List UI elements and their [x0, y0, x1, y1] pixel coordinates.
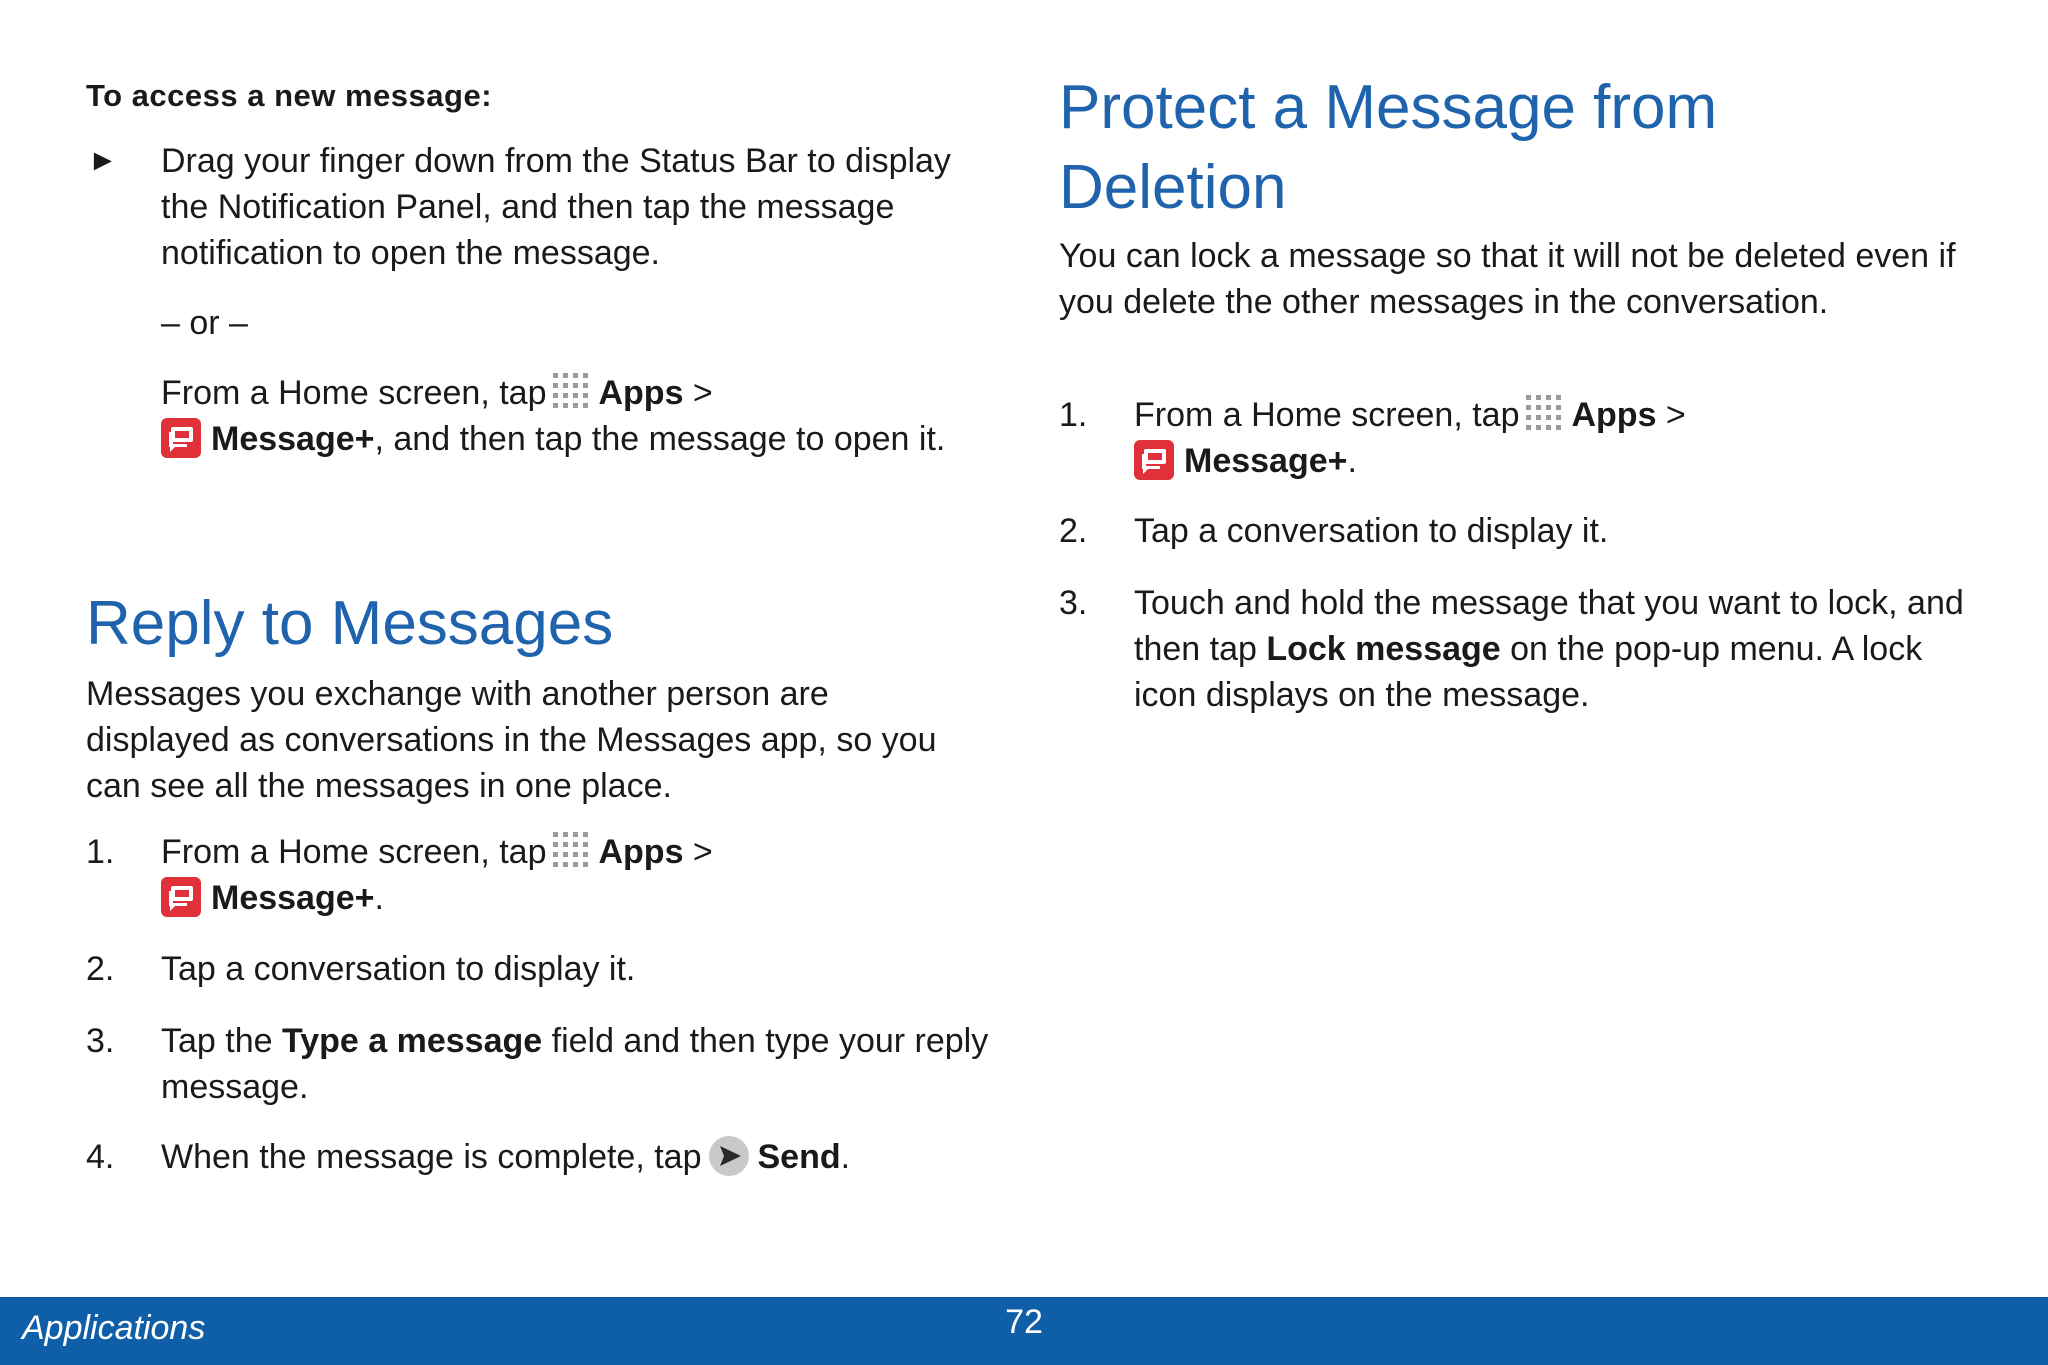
reply-step-2: Tap a conversation to display it.	[161, 950, 636, 988]
page-number: 72	[1005, 1303, 1043, 1341]
apps-grid-icon	[1523, 392, 1565, 434]
protect-step-1-post: .	[1347, 442, 1357, 480]
message-plus-icon	[161, 877, 201, 917]
reply-step-1-post: .	[374, 879, 384, 917]
message-label: Message+	[211, 420, 375, 458]
bullet-arrow-icon: ►	[88, 144, 118, 177]
protect-step-2: Tap a conversation to display it.	[1134, 512, 1609, 550]
reply-step-3	[161, 1018, 991, 1110]
reply-step-2-number: 2.	[86, 950, 115, 988]
protect-heading-line-2: Deletion	[1059, 153, 1287, 222]
protect-step-3-pre: Touch and hold the message that you want to lock, and then tap	[1134, 584, 1964, 668]
protect-intro: You can lock a message so that it will not be deleted even if you delete the other messages in the conversation.	[1059, 237, 1956, 321]
footer-bar	[0, 1297, 2048, 1365]
alt-instruction	[161, 370, 951, 462]
message-plus-icon	[161, 418, 201, 458]
protect-step-1-number: 1.	[1059, 396, 1088, 434]
protect-step-2-number: 2.	[1059, 512, 1088, 550]
protect-heading-line-1: Protect a Message from	[1059, 73, 1718, 142]
apps-label: Apps	[598, 833, 684, 871]
reply-step-4-pre: When the message is complete, tap	[161, 1138, 702, 1176]
bullet-text: Drag your finger down from the Status Bar to display the Notification Panel, and then tap the message notification to open the message.	[161, 142, 951, 272]
alt-post: , and then tap the message to open it.	[374, 420, 946, 458]
lock-message-label: Lock message	[1266, 630, 1501, 668]
alt-pre: From a Home screen, tap	[161, 374, 547, 412]
gt-symbol: >	[683, 833, 713, 871]
type-a-message-label: Type a message	[281, 1022, 543, 1060]
apps-grid-icon	[550, 829, 592, 871]
protect-step-3-number: 3.	[1059, 584, 1088, 622]
reply-step-4-post: .	[840, 1138, 851, 1176]
reply-step-1-number: 1.	[86, 833, 115, 871]
reply-step-3-post: field and then type your reply message.	[161, 1022, 989, 1106]
apps-label: Apps	[598, 374, 684, 412]
reply-step-1	[161, 829, 961, 921]
footer-section-title: Applications	[22, 1309, 206, 1347]
protect-step-1	[1134, 392, 1954, 484]
message-plus-icon	[1134, 440, 1174, 480]
reply-step-1-pre: From a Home screen, tap	[161, 833, 547, 871]
message-label: Message+	[211, 879, 375, 917]
reply-intro: Messages you exchange with another person are displayed as conversations in the Messages app, so you can see all the messages in one place.	[86, 675, 937, 805]
reply-step-3-number: 3.	[86, 1022, 115, 1060]
message-label: Message+	[1184, 442, 1348, 480]
gt-symbol: >	[1656, 396, 1686, 434]
access-label: To access a new message:	[86, 78, 493, 113]
reply-step-3-pre: Tap the	[161, 1022, 282, 1060]
apps-label: Apps	[1571, 396, 1657, 434]
protect-step-3	[1134, 580, 1984, 718]
or-separator: – or –	[161, 304, 248, 342]
reply-heading: Reply to Messages	[86, 589, 614, 658]
reply-step-4	[161, 1134, 991, 1180]
apps-grid-icon	[550, 370, 592, 412]
reply-step-4-number: 4.	[86, 1138, 115, 1176]
gt-symbol: >	[683, 374, 713, 412]
send-icon	[708, 1135, 750, 1177]
send-label: Send	[757, 1138, 841, 1176]
protect-step-3-post: on the pop-up menu. A lock icon displays on the message.	[1134, 630, 1923, 714]
protect-step-1-pre: From a Home screen, tap	[1134, 396, 1520, 434]
